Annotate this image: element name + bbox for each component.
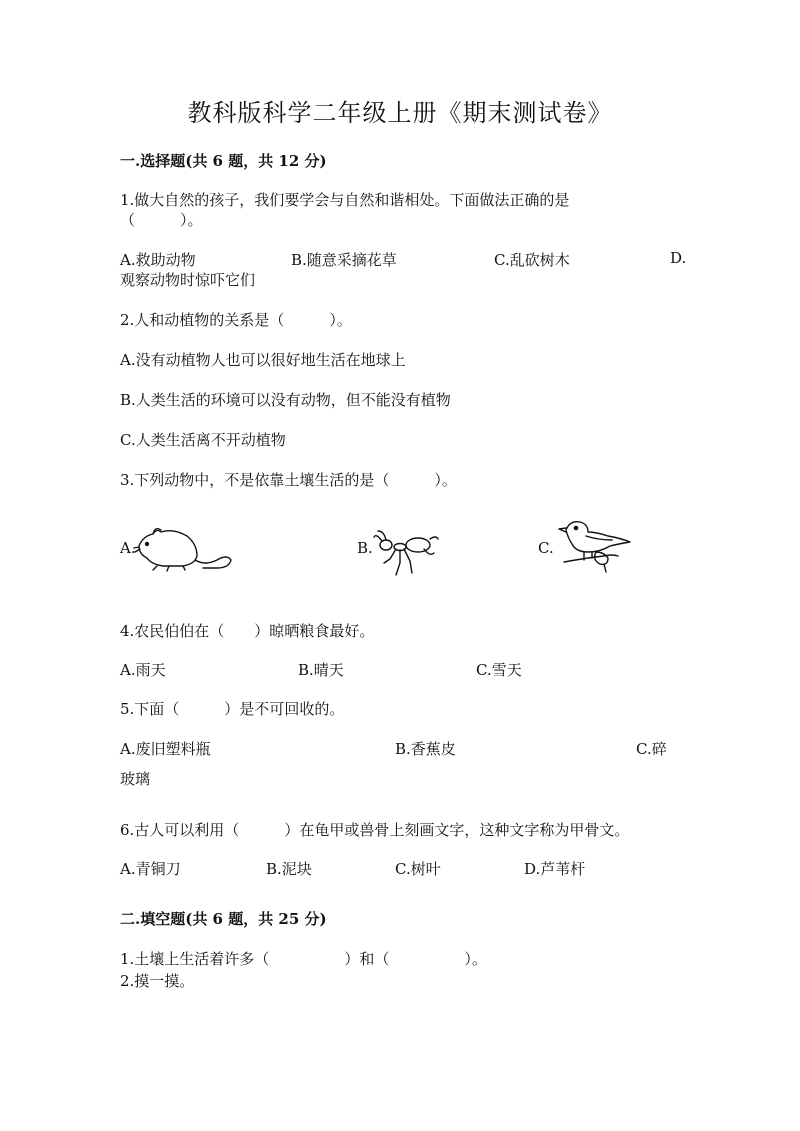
question-3-stem: 3.下列动物中，不是依靠土壤生活的是（ ）。 [120,471,457,489]
question-2-option-a: A.没有动植物人也可以很好地生活在地球上 [120,351,406,369]
question-6-stem: 6.古人可以利用（ ）在龟甲或兽骨上刻画文字，这种文字称为甲骨文。 [120,821,630,839]
question-4-option-b: B.晴天 [298,661,344,679]
question-4-option-a: A.雨天 [120,661,166,679]
question-5-option-a: A.废旧塑料瓶 [120,740,211,758]
fill-question-2: 2.摸一摸。 [120,972,195,990]
question-3-option-c: C. [538,539,554,557]
question-6-option-a: A.青铜刀 [120,860,181,878]
ant-icon [372,527,442,579]
question-5-stem: 5.下面（ ）是不可回收的。 [120,700,345,718]
question-3-option-b: B. [357,539,373,557]
question-1-option-d-cont: 观察动物时惊吓它们 [120,271,256,289]
question-6-option-d: D.芦苇杆 [524,860,586,878]
bird-icon [556,518,632,576]
question-5-option-b: B.香蕉皮 [395,740,456,758]
question-2-stem: 2.人和动植物的关系是（ ）。 [120,311,352,329]
question-1-option-b: B.随意采摘花草 [291,251,397,269]
question-2-option-b: B.人类生活的环境可以没有动物，但不能没有植物 [120,391,451,409]
question-6-option-b: B.泥块 [266,860,312,878]
question-1-stem: 1.做大自然的孩子，我们要学会与自然和谐相处。下面做法正确的是 [120,191,570,209]
question-3-option-a: A. [120,539,136,557]
question-5-option-c-cont: 玻璃 [120,770,151,788]
question-4-stem: 4.农民伯伯在（ ）晾晒粮食最好。 [120,622,375,640]
fill-question-1: 1.土壤上生活着许多（ ）和（ ）。 [120,950,487,968]
question-1-stem-cont: （ ）。 [120,211,203,229]
question-4-option-c: C.雪天 [476,661,522,679]
question-1-option-c: C.乱砍树木 [494,251,570,269]
question-1-option-a: A.救助动物 [120,251,196,269]
question-1-option-d: D. [670,249,687,267]
question-6-option-c: C.树叶 [395,860,441,878]
section-heading-choice: 一.选择题(共 6 题，共 12 分) [120,152,327,170]
question-2-option-c: C.人类生活离不开动植物 [120,431,286,449]
section-heading-fill: 二.填空题(共 6 题，共 25 分) [120,910,327,928]
page-title: 教科版科学二年级上册《期末测试卷》 [187,99,613,127]
question-5-option-c: C.碎 [636,740,667,758]
mouse-icon [133,522,235,574]
